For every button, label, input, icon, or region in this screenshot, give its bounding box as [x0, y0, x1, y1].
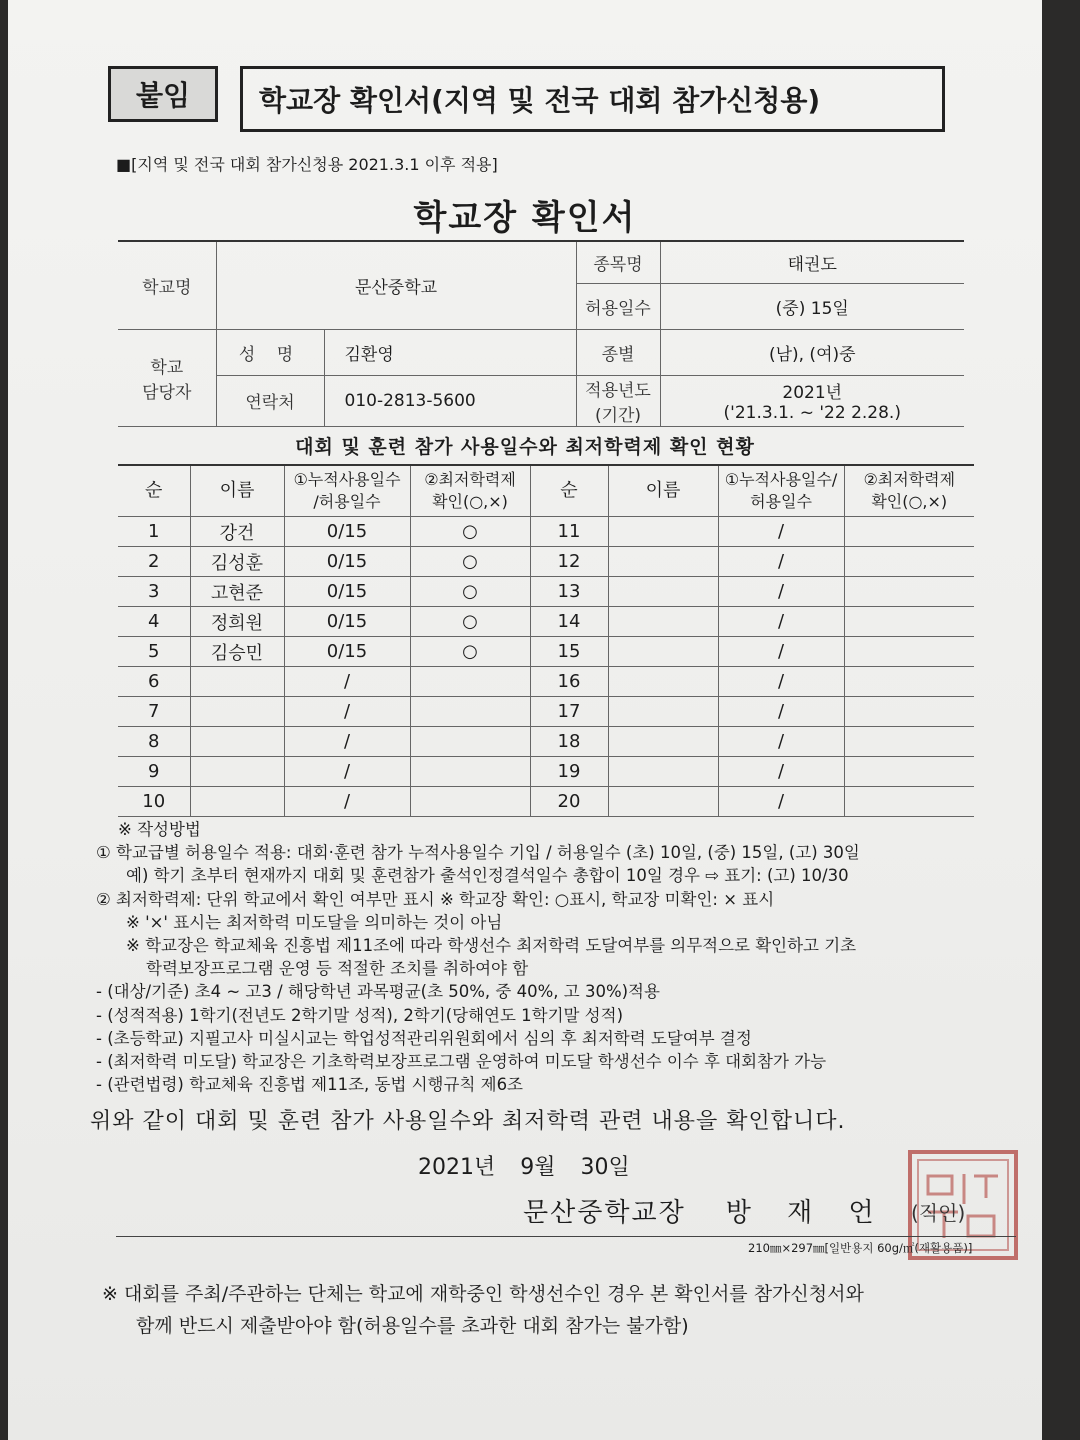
- min-academic-check: [844, 637, 974, 667]
- table-row: [118, 637, 974, 667]
- used-days: /: [718, 727, 844, 757]
- col-name: 이름: [190, 465, 284, 517]
- min-academic-check: [844, 667, 974, 697]
- row-number: 20: [530, 787, 608, 817]
- name-label: 성 명: [216, 329, 324, 375]
- applicability-notice: ■[지역 및 전국 대회 참가신청용 2021.3.1 이후 적용]: [116, 155, 498, 174]
- col-days-right-line1: ①누적사용일수/: [724, 470, 838, 489]
- roster-body: [118, 517, 974, 817]
- table-row: [118, 517, 974, 547]
- year-label-line1: 적용년도: [585, 380, 651, 401]
- min-academic-check: [844, 547, 974, 577]
- roster-table: [118, 464, 974, 817]
- min-academic-check: [410, 757, 530, 787]
- col-check-line2: 확인(○,×): [432, 492, 508, 511]
- instruction-line: - (최저학력 미도달) 학교장은 기초학력보장프로그램 운영하여 미도달 학생선수 이수 후 대회참가 가능: [96, 1052, 827, 1072]
- used-days: /: [284, 697, 410, 727]
- year-value-line2: ('21.3.1. ~ '22 2.28.): [723, 403, 901, 423]
- student-name: 김승민: [190, 637, 284, 667]
- min-academic-check: [844, 697, 974, 727]
- min-academic-check: ○: [410, 607, 530, 637]
- col-name-right: 이름: [608, 465, 718, 517]
- min-academic-check: ○: [410, 577, 530, 607]
- col-days: [284, 465, 410, 517]
- student-name: [608, 727, 718, 757]
- issue-date: [418, 1150, 648, 1181]
- form-title: 학교장 확인서(지역 및 전국 대회 참가신청용): [240, 66, 945, 132]
- col-days-right: [718, 465, 844, 517]
- principal-name: 방 재 언: [725, 1198, 888, 1228]
- seal-label: (직인): [911, 1201, 966, 1225]
- student-name: [608, 757, 718, 787]
- allowed-days-value: (중) 15일: [660, 283, 964, 329]
- min-academic-check: ○: [410, 517, 530, 547]
- table-row: [118, 547, 974, 577]
- paper-spec: 210㎜×297㎜[일반용지 60g/㎡(재활용품)]: [748, 1241, 973, 1255]
- instruction-line: ※ '×' 표시는 최저학력 미도달을 의미하는 것이 아님: [126, 912, 503, 932]
- used-days: /: [718, 517, 844, 547]
- row-number: 17: [530, 697, 608, 727]
- min-academic-check: [844, 757, 974, 787]
- confirmation-statement: 위와 같이 대회 및 훈련 참가 사용일수와 최저학력 관련 내용을 확인합니다.: [90, 1109, 846, 1134]
- col-check-right-line2: 확인(○,×): [871, 492, 948, 511]
- footer-line: 함께 반드시 제출받아야 함(허용일수를 초과한 대회 참가는 불가함): [136, 1315, 689, 1337]
- student-name: [608, 517, 718, 547]
- student-name: [190, 697, 284, 727]
- date-day: 30일: [580, 1155, 630, 1180]
- student-name: 고현준: [190, 577, 284, 607]
- table-row: [118, 787, 974, 817]
- col-no: 순: [118, 465, 190, 517]
- footer-line: ※ 대회를 주최/주관하는 단체는 학교에 재학중인 학생선수인 경우 본 확인서를 참가신청서와: [102, 1283, 864, 1305]
- col-no-right: 순: [530, 465, 608, 517]
- min-academic-check: [410, 727, 530, 757]
- row-number: 4: [118, 607, 190, 637]
- used-days: 0/15: [284, 517, 410, 547]
- col-days-line1: ①누적사용일수: [293, 470, 401, 489]
- used-days: /: [718, 547, 844, 577]
- document-title: 학교장 확인서: [413, 198, 637, 238]
- date-month: 9월: [520, 1155, 556, 1180]
- row-number: 7: [118, 697, 190, 727]
- instruction-line: 학력보장프로그램 운영 등 적절한 조치를 취하여야 함: [146, 959, 529, 979]
- table-row: [118, 667, 974, 697]
- row-number: 5: [118, 637, 190, 667]
- section-title: 대회 및 훈련 참가 사용일수와 최저학력제 확인 현황: [295, 436, 755, 458]
- manager-label-line1: 학교: [150, 357, 184, 378]
- used-days: 0/15: [284, 577, 410, 607]
- footer-note: [102, 1278, 1002, 1342]
- sport-label: 종목명: [576, 241, 660, 283]
- min-academic-check: [844, 607, 974, 637]
- row-number: 1: [118, 517, 190, 547]
- instructions: [96, 818, 1026, 1096]
- used-days: /: [718, 787, 844, 817]
- min-academic-check: [410, 787, 530, 817]
- instructions-heading: ※ 작성방법: [118, 820, 201, 839]
- used-days: 0/15: [284, 607, 410, 637]
- row-number: 13: [530, 577, 608, 607]
- manager-label-line2: 담당자: [142, 382, 192, 403]
- instruction-line: ※ 학교장은 학교체육 진흥법 제11조에 따라 학생선수 최저학력 도달여부를 의무적으로 확인하고 기초: [126, 936, 857, 956]
- row-number: 12: [530, 547, 608, 577]
- min-academic-check: [844, 787, 974, 817]
- row-number: 19: [530, 757, 608, 787]
- used-days: /: [718, 637, 844, 667]
- student-name: 정희원: [190, 607, 284, 637]
- contact-value: 010-2813-5600: [324, 375, 576, 426]
- table-row: [118, 757, 974, 787]
- min-academic-check: [844, 517, 974, 547]
- row-number: 10: [118, 787, 190, 817]
- min-academic-check: [410, 667, 530, 697]
- document: [8, 0, 1042, 1440]
- name-value: 김환영: [324, 329, 576, 375]
- student-name: [190, 667, 284, 697]
- used-days: 0/15: [284, 637, 410, 667]
- col-check: [410, 465, 530, 517]
- sport-value: 태권도: [660, 241, 964, 283]
- used-days: /: [718, 607, 844, 637]
- min-academic-check: ○: [410, 637, 530, 667]
- instruction-line: ② 최저학력제: 단위 학교에서 확인 여부만 표시 ※ 학교장 확인: ○표시, 학교장 미확인: × 표시: [96, 889, 775, 909]
- attachment-tag: 붙임: [108, 66, 218, 122]
- row-number: 9: [118, 757, 190, 787]
- used-days: 0/15: [284, 547, 410, 577]
- used-days: /: [284, 727, 410, 757]
- min-academic-check: [410, 697, 530, 727]
- used-days: /: [284, 667, 410, 697]
- used-days: /: [284, 757, 410, 787]
- student-name: [608, 667, 718, 697]
- student-name: [608, 607, 718, 637]
- student-name: [608, 637, 718, 667]
- table-row: [118, 697, 974, 727]
- paper-sheet: [8, 0, 1042, 1440]
- instruction-line: - (성적적용) 1학기(전년도 2학기말 성적), 2학기(당해연도 1학기말 성적): [96, 1005, 624, 1025]
- col-days-right-line2: 허용일수: [750, 492, 812, 511]
- student-name: [608, 697, 718, 727]
- manager-label: [118, 329, 216, 426]
- used-days: /: [284, 787, 410, 817]
- used-days: /: [718, 697, 844, 727]
- school-info-table: [118, 240, 964, 427]
- table-row: [118, 727, 974, 757]
- year-label-line2: (기간): [594, 405, 642, 426]
- row-number: 2: [118, 547, 190, 577]
- row-number: 16: [530, 667, 608, 697]
- year-label: [576, 375, 660, 426]
- used-days: /: [718, 577, 844, 607]
- school-label: 학교명: [118, 241, 216, 329]
- table-row: [118, 577, 974, 607]
- roster-header-row: [118, 465, 974, 517]
- col-check-right-line1: ②최저학력제: [863, 470, 956, 489]
- principal-title: 문산중학교장: [523, 1198, 686, 1228]
- col-days-line2: /허용일수: [313, 492, 381, 511]
- allowed-days-label: 허용일수: [576, 283, 660, 329]
- divider: [116, 1236, 1016, 1237]
- instruction-line: - (대상/기준) 초4 ~ 고3 / 해당학년 과목평균(초 50%, 중 40%, 고 30%)적용: [96, 982, 660, 1002]
- row-number: 8: [118, 727, 190, 757]
- instruction-line: - (관련법령) 학교체육 진흥법 제11조, 동법 시행규칙 제6조: [96, 1075, 523, 1095]
- student-name: [190, 727, 284, 757]
- row-number: 6: [118, 667, 190, 697]
- gender-value: (남), (여)중: [660, 329, 964, 375]
- date-year: 2021년: [418, 1155, 496, 1180]
- row-number: 15: [530, 637, 608, 667]
- row-number: 11: [530, 517, 608, 547]
- instruction-line: ① 학교급별 허용일수 적용: 대회·훈련 참가 누적사용일수 기입 / 허용일수 (초) 10일, (중) 15일, (고) 30일: [96, 843, 860, 863]
- gender-label: 종별: [576, 329, 660, 375]
- used-days: /: [718, 667, 844, 697]
- school-value: 문산중학교: [216, 241, 576, 329]
- student-name: [608, 547, 718, 577]
- instruction-line: - (초등학교) 지필고사 미실시교는 학업성적관리위원회에서 심의 후 최저학력 도달여부 결정: [96, 1028, 752, 1048]
- contact-label: 연락처: [216, 375, 324, 426]
- student-name: 김성훈: [190, 547, 284, 577]
- table-row: [118, 607, 974, 637]
- instruction-line: 예) 학기 초부터 현재까지 대회 및 훈련참가 출석인정결석일수 총합이 10일 경우 ⇨ 표기: (고) 10/30: [126, 866, 849, 886]
- year-value-line1: 2021년: [782, 383, 843, 403]
- used-days: /: [718, 757, 844, 787]
- student-name: [608, 787, 718, 817]
- student-name: [190, 757, 284, 787]
- row-number: 18: [530, 727, 608, 757]
- student-name: [190, 787, 284, 817]
- student-name: [608, 577, 718, 607]
- student-name: 강건: [190, 517, 284, 547]
- row-number: 3: [118, 577, 190, 607]
- min-academic-check: ○: [410, 547, 530, 577]
- min-academic-check: [844, 727, 974, 757]
- row-number: 14: [530, 607, 608, 637]
- principal-signature: [523, 1192, 888, 1229]
- year-value: [660, 375, 964, 426]
- col-check-right: [844, 465, 974, 517]
- col-check-line1: ②최저학력제: [424, 470, 516, 489]
- min-academic-check: [844, 577, 974, 607]
